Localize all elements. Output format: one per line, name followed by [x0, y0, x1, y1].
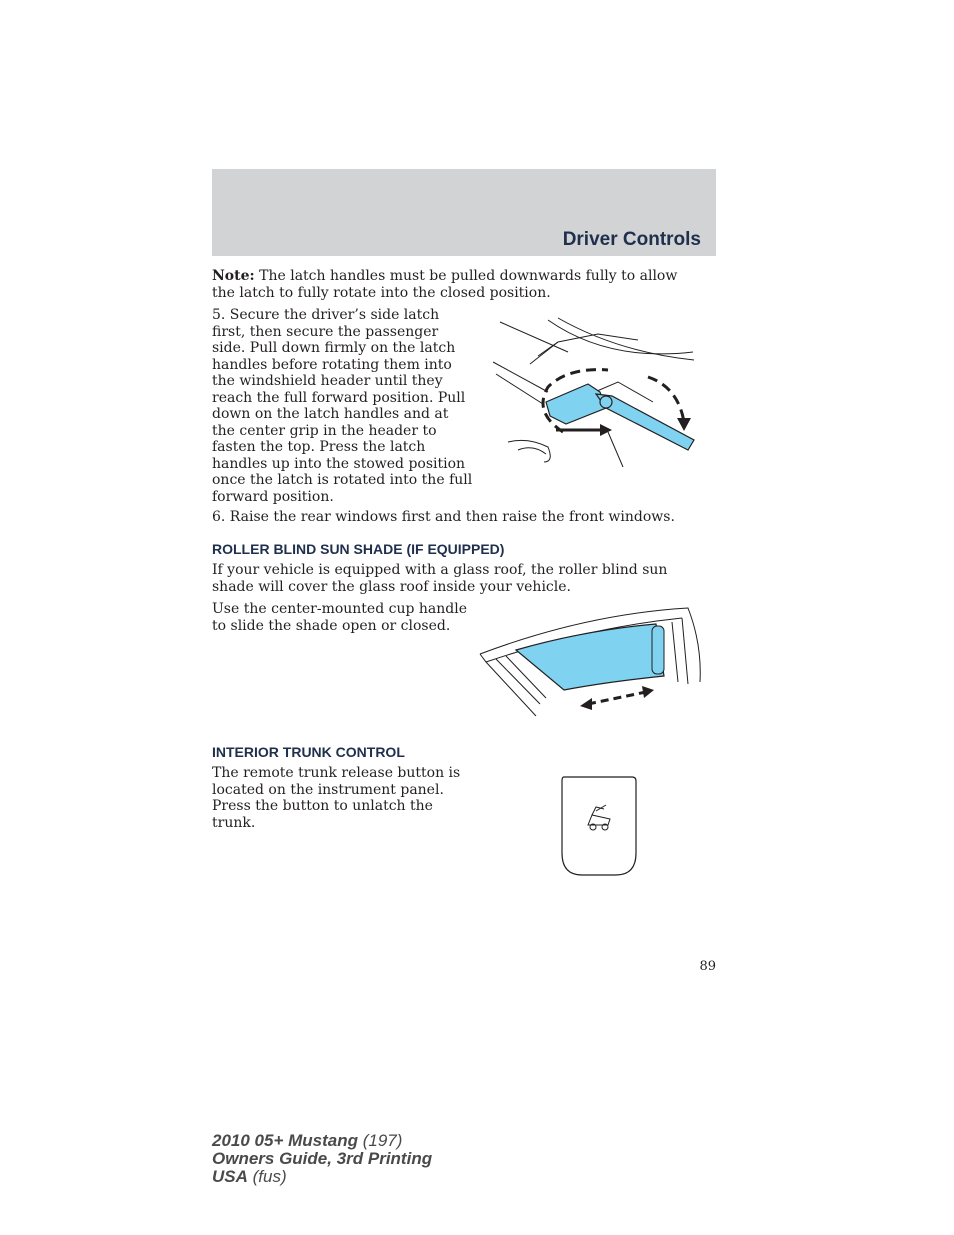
trunk-release-button-icon — [558, 773, 640, 879]
step-6-text: 6. Raise the rear windows first and then raise the front windows. — [212, 509, 675, 525]
footer-model: 2010 05+ Mustang — [212, 1131, 358, 1150]
footer-model-code: (197) — [358, 1131, 403, 1150]
roller-blind-paragraph-2: Use the center-mounted cup handle to slide the shade open or closed. — [212, 601, 468, 634]
roller-blind-heading: ROLLER BLIND SUN SHADE (IF EQUIPPED) — [212, 541, 505, 557]
footer-market-code: (fus) — [247, 1167, 287, 1186]
note-paragraph — [212, 268, 702, 301]
note-text: The latch handles must be pulled downwards fully to allow the latch to fully rotate into the closed position. — [212, 268, 678, 301]
note-label: Note: — [212, 268, 255, 284]
interior-trunk-heading: INTERIOR TRUNK CONTROL — [212, 744, 405, 760]
section-header-band — [212, 169, 716, 256]
interior-trunk-paragraph: The remote trunk release button is located on the instrument panel. Press the button to unlatch the trunk. — [212, 765, 461, 831]
convertible-latch-illustration — [488, 312, 702, 472]
footer-guide: Owners Guide, 3rd Printing — [212, 1149, 433, 1168]
step-5-text: 5. Secure the driver’s side latch first, then secure the passenger side. Pull down firmly on the latch handles before rotating them into the windshield header until they reach the full forward position. Pull down on the latch handles and at the center grip in the header to fasten the top. Press the latch handles up into the stowed position once the latch is rotated into the full forward position. — [212, 307, 473, 505]
page-number: 89 — [699, 959, 716, 974]
footer-market: USA — [212, 1167, 248, 1186]
document-footer — [212, 1132, 432, 1186]
roller-blind-paragraph-1: If your vehicle is equipped with a glass roof, the roller blind sun shade will cover the glass roof inside your vehicle. — [212, 562, 668, 595]
section-title: Driver Controls — [562, 229, 701, 250]
roller-sun-shade-illustration — [476, 604, 706, 718]
